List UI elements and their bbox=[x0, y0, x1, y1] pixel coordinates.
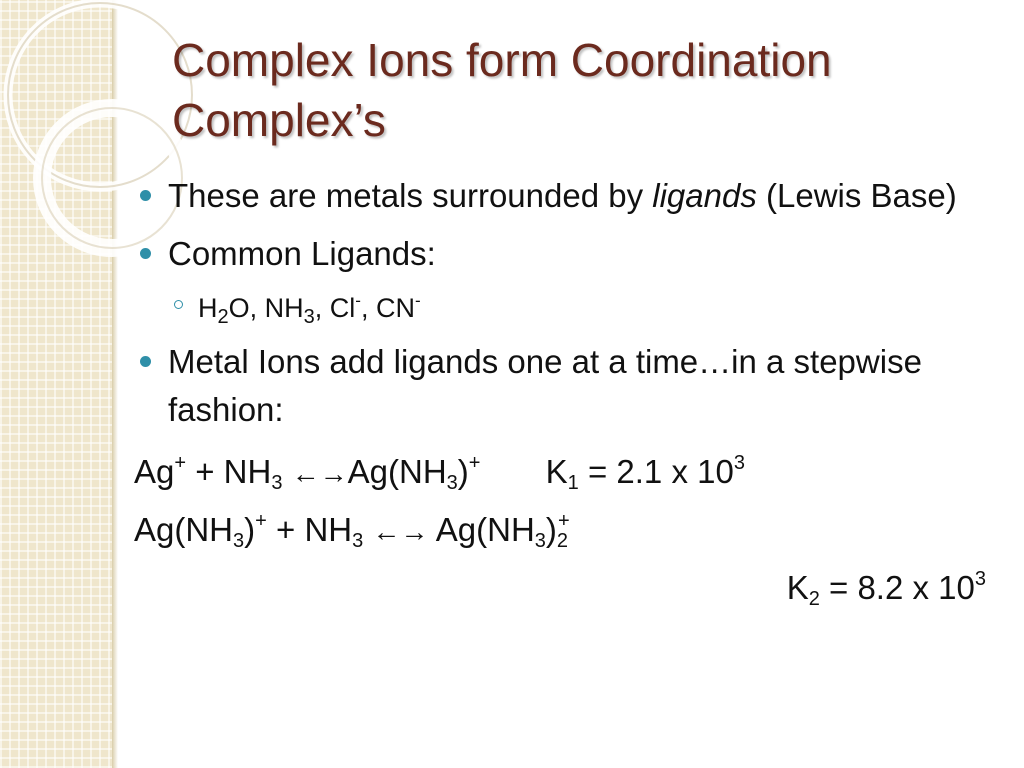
bullet-dot bbox=[140, 356, 151, 367]
k1-constant: $K_1 = 2.1$ x $10^3$ bbox=[545, 452, 745, 494]
bullet-dot bbox=[140, 190, 151, 201]
equilibrium-arrows-icon: ←→ bbox=[372, 516, 429, 547]
title-line-1: Complex Ions form Coordination bbox=[172, 34, 832, 86]
bullet-common-ligands: Common Ligands: bbox=[136, 230, 996, 278]
slide-title bbox=[172, 30, 972, 150]
bullet-metals-ligands: These are metals surrounded by ligands (Lewis Base) bbox=[136, 172, 996, 220]
title-line-2: Complex’s bbox=[172, 94, 386, 146]
bullet-dot bbox=[140, 248, 151, 259]
equation-2: $Ag(NH_3)^+ + NH_3$ ←→ $Ag(NH_3)_2^+$ bbox=[134, 510, 570, 552]
equilibrium-arrows-icon: ←→ bbox=[291, 458, 348, 489]
slide-content bbox=[136, 172, 996, 616]
equation-1: $Ag^+ + NH_3$ $\leftarrow\to Ag(NH_3)^+$ $K_1 = 2.1$ x $10^3$ bbox=[134, 444, 996, 502]
bullet-stepwise: Metal Ions add ligands one at a time…in a stepwise fashion: bbox=[136, 338, 996, 434]
sub-bullet-ligand-list: $H_2O$, $NH_3$, Cl-, CN- bbox=[136, 288, 996, 328]
sub-bullet-ring bbox=[174, 300, 183, 309]
k2-constant: $K_2 = 8.2$ x $10^3$ bbox=[786, 568, 986, 610]
